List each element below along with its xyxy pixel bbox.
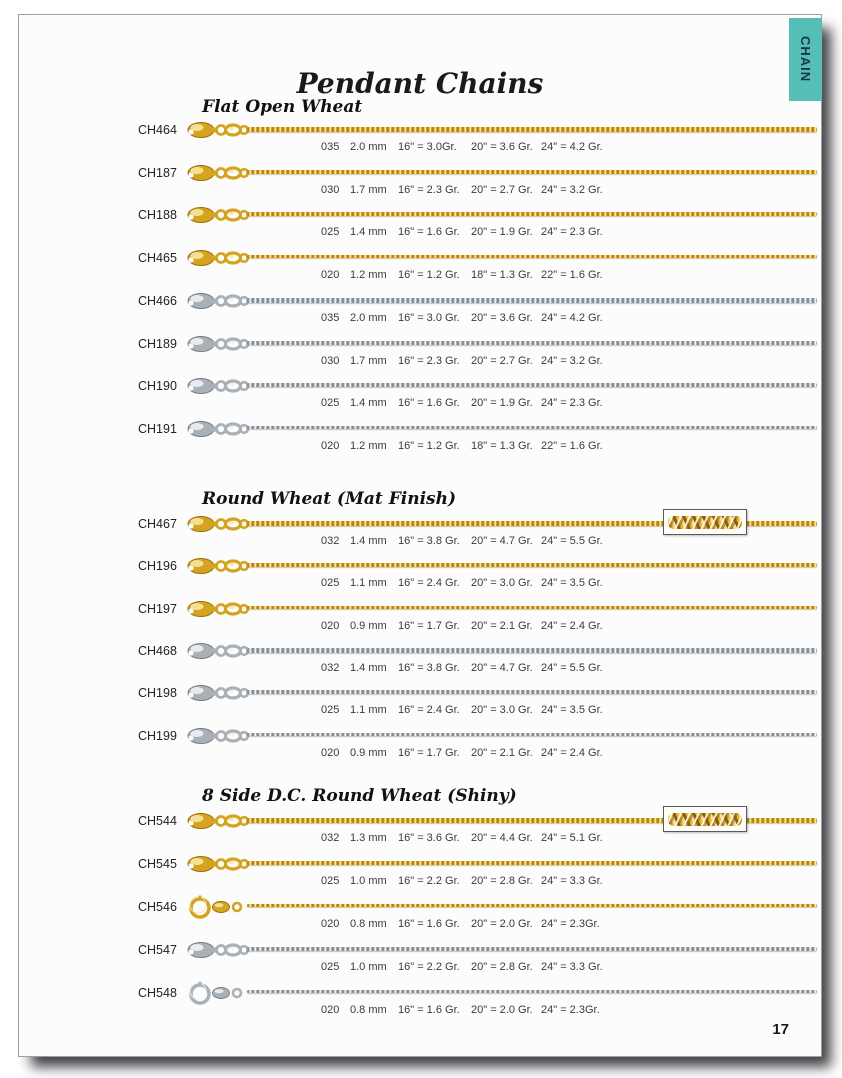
spec-size: 030 (321, 184, 340, 196)
spec-size: 035 (321, 141, 340, 153)
chain-image (247, 563, 817, 567)
chain-code: CH465 (138, 251, 177, 265)
chain-image (247, 212, 817, 216)
spec-diameter: 0.9 mm (350, 620, 387, 632)
chain-row (19, 418, 821, 460)
spec-size: 025 (321, 397, 340, 409)
spec-weight-2: 20" = 2.8 Gr. (471, 875, 533, 887)
spring-ring-clasp-icon (186, 980, 250, 1011)
lobster-clasp-icon (186, 598, 250, 625)
spec-diameter: 1.4 mm (350, 397, 387, 409)
chain-row (19, 247, 821, 289)
chain-row (19, 896, 821, 938)
chain-image (247, 341, 817, 345)
spec-weight-2: 20" = 1.9 Gr. (471, 397, 533, 409)
spec-weight-1: 16" = 2.3 Gr. (398, 355, 460, 367)
spec-weight-3: 24" = 2.4 Gr. (541, 620, 603, 632)
chain-image (247, 947, 817, 951)
spec-size: 032 (321, 535, 340, 547)
spec-weight-1: 16" = 1.2 Gr. (398, 440, 460, 452)
chain-image (247, 298, 817, 303)
spec-weight-3: 24" = 5.5 Gr. (541, 662, 603, 674)
spec-weight-1: 16" = 1.6 Gr. (398, 1004, 460, 1016)
spec-weight-3: 24" = 2.3 Gr. (541, 226, 603, 238)
spec-weight-1: 16" = 3.0 Gr. (398, 312, 460, 324)
lobster-clasp-icon (186, 375, 250, 402)
spec-weight-3: 24" = 3.2 Gr. (541, 184, 603, 196)
spec-weight-2: 20" = 1.9 Gr. (471, 226, 533, 238)
chain-code: CH468 (138, 644, 177, 658)
spec-weight-1: 16" = 1.6 Gr. (398, 397, 460, 409)
lobster-clasp-icon (186, 204, 250, 231)
lobster-clasp-icon (186, 555, 250, 582)
chain-image (247, 990, 817, 993)
section-header: 8 Side D.C. Round Wheat (Shiny) (202, 786, 517, 806)
spec-weight-2: 20" = 2.1 Gr. (471, 747, 533, 759)
chain-code: CH547 (138, 943, 177, 957)
spec-weight-1: 16" = 1.7 Gr. (398, 620, 460, 632)
section-header: Round Wheat (Mat Finish) (202, 489, 457, 509)
spec-weight-1: 16" = 3.0Gr. (398, 141, 457, 153)
chain-image (247, 733, 817, 736)
spec-weight-1: 16" = 3.6 Gr. (398, 832, 460, 844)
spec-weight-1: 16" = 1.6 Gr. (398, 226, 460, 238)
chain-braid-detail (668, 516, 742, 529)
spec-size: 032 (321, 832, 340, 844)
spec-weight-2: 20" = 4.7 Gr. (471, 662, 533, 674)
spec-weight-1: 16" = 2.2 Gr. (398, 875, 460, 887)
spec-weight-3: 24" = 3.3 Gr. (541, 961, 603, 973)
chain-code: CH191 (138, 422, 177, 436)
spec-weight-1: 16" = 2.3 Gr. (398, 184, 460, 196)
spec-size: 035 (321, 312, 340, 324)
chain-row (19, 939, 821, 981)
chain-code: CH188 (138, 208, 177, 222)
chain-code: CH197 (138, 602, 177, 616)
spec-diameter: 1.0 mm (350, 961, 387, 973)
section-header: Flat Open Wheat (202, 97, 363, 117)
spec-weight-2: 20" = 4.7 Gr. (471, 535, 533, 547)
chain-row (19, 725, 821, 767)
spec-weight-3: 24" = 4.2 Gr. (541, 312, 603, 324)
spec-weight-1: 16" = 1.2 Gr. (398, 269, 460, 281)
chain-row (19, 290, 821, 332)
spec-weight-2: 20" = 2.1 Gr. (471, 620, 533, 632)
spec-weight-2: 20" = 2.0 Gr. (471, 918, 533, 930)
spec-diameter: 0.8 mm (350, 1004, 387, 1016)
chain-braid-detail (668, 813, 742, 826)
spec-weight-1: 16" = 2.2 Gr. (398, 961, 460, 973)
spec-size: 020 (321, 440, 340, 452)
spec-weight-1: 16" = 2.4 Gr. (398, 577, 460, 589)
spec-size: 030 (321, 355, 340, 367)
chain-row (19, 513, 821, 555)
lobster-clasp-icon (186, 682, 250, 709)
spec-weight-3: 24" = 3.2 Gr. (541, 355, 603, 367)
spec-size: 020 (321, 269, 340, 281)
chain-code: CH466 (138, 294, 177, 308)
spec-size: 032 (321, 662, 340, 674)
chain-row (19, 555, 821, 597)
chain-magnifier-box (663, 509, 747, 535)
spec-weight-1: 16" = 1.7 Gr. (398, 747, 460, 759)
spec-weight-1: 16" = 1.6 Gr. (398, 918, 460, 930)
chain-code: CH187 (138, 166, 177, 180)
chain-image (247, 426, 817, 429)
spec-weight-3: 24" = 5.1 Gr. (541, 832, 603, 844)
catalog-page (18, 14, 822, 1057)
spec-diameter: 1.0 mm (350, 875, 387, 887)
chain-code: CH198 (138, 686, 177, 700)
spec-diameter: 1.4 mm (350, 226, 387, 238)
lobster-clasp-icon (186, 725, 250, 752)
spec-size: 025 (321, 704, 340, 716)
spec-diameter: 1.4 mm (350, 662, 387, 674)
chain-row (19, 810, 821, 852)
spec-weight-2: 20" = 2.7 Gr. (471, 355, 533, 367)
spec-weight-3: 22" = 1.6 Gr. (541, 440, 603, 452)
spec-weight-2: 20" = 2.7 Gr. (471, 184, 533, 196)
chain-code: CH467 (138, 517, 177, 531)
lobster-clasp-icon (186, 939, 250, 966)
chain-row (19, 204, 821, 246)
spec-size: 025 (321, 961, 340, 973)
chain-magnifier-box (663, 806, 747, 832)
chain-code: CH196 (138, 559, 177, 573)
spec-weight-2: 20" = 3.0 Gr. (471, 704, 533, 716)
spec-weight-2: 18" = 1.3 Gr. (471, 269, 533, 281)
spec-size: 025 (321, 226, 340, 238)
spec-size: 020 (321, 918, 340, 930)
chain-image (247, 648, 817, 653)
spec-diameter: 1.4 mm (350, 535, 387, 547)
spec-weight-2: 18" = 1.3 Gr. (471, 440, 533, 452)
spec-diameter: 1.1 mm (350, 577, 387, 589)
chain-image (247, 861, 817, 865)
spec-weight-3: 24" = 2.4 Gr. (541, 747, 603, 759)
lobster-clasp-icon (186, 810, 250, 837)
spec-weight-1: 16" = 3.8 Gr. (398, 535, 460, 547)
chain-row (19, 982, 821, 1024)
chain-code: CH544 (138, 814, 177, 828)
spec-size: 020 (321, 1004, 340, 1016)
spec-weight-3: 24" = 2.3Gr. (541, 1004, 600, 1016)
chain-code: CH199 (138, 729, 177, 743)
spring-ring-clasp-icon (186, 894, 250, 925)
lobster-clasp-icon (186, 162, 250, 189)
spec-size: 020 (321, 620, 340, 632)
chain-image (247, 170, 817, 174)
chain-code: CH548 (138, 986, 177, 1000)
chain-code: CH546 (138, 900, 177, 914)
spec-diameter: 1.2 mm (350, 440, 387, 452)
lobster-clasp-icon (186, 290, 250, 317)
page-number: 17 (772, 1021, 789, 1038)
spec-weight-3: 22" = 1.6 Gr. (541, 269, 603, 281)
chain-code: CH545 (138, 857, 177, 871)
spec-size: 025 (321, 875, 340, 887)
chain-row (19, 119, 821, 161)
chain-row (19, 162, 821, 204)
lobster-clasp-icon (186, 640, 250, 667)
lobster-clasp-icon (186, 418, 250, 445)
spec-diameter: 2.0 mm (350, 141, 387, 153)
spec-diameter: 0.9 mm (350, 747, 387, 759)
chain-code: CH190 (138, 379, 177, 393)
chain-image (247, 383, 817, 387)
chain-image (247, 255, 817, 258)
spec-weight-3: 24" = 3.5 Gr. (541, 704, 603, 716)
chain-image (247, 690, 817, 694)
spec-weight-2: 20" = 2.8 Gr. (471, 961, 533, 973)
chain-image (247, 606, 817, 609)
chain-image (247, 127, 817, 132)
spec-weight-3: 24" = 3.5 Gr. (541, 577, 603, 589)
spec-weight-1: 16" = 2.4 Gr. (398, 704, 460, 716)
spec-diameter: 0.8 mm (350, 918, 387, 930)
spec-diameter: 1.1 mm (350, 704, 387, 716)
spec-size: 025 (321, 577, 340, 589)
spec-weight-3: 24" = 3.3 Gr. (541, 875, 603, 887)
lobster-clasp-icon (186, 247, 250, 274)
chain-row (19, 640, 821, 682)
chain-row (19, 375, 821, 417)
lobster-clasp-icon (186, 513, 250, 540)
spec-weight-3: 24" = 5.5 Gr. (541, 535, 603, 547)
chain-row (19, 853, 821, 895)
chain-row (19, 682, 821, 724)
spec-size: 020 (321, 747, 340, 759)
spec-weight-3: 24" = 4.2 Gr. (541, 141, 603, 153)
chain-row (19, 598, 821, 640)
chain-row (19, 333, 821, 375)
spec-diameter: 1.7 mm (350, 355, 387, 367)
page-title: Pendant Chains (296, 67, 544, 100)
spec-diameter: 1.3 mm (350, 832, 387, 844)
lobster-clasp-icon (186, 853, 250, 880)
spec-weight-3: 24" = 2.3 Gr. (541, 397, 603, 409)
lobster-clasp-icon (186, 333, 250, 360)
chain-code: CH189 (138, 337, 177, 351)
lobster-clasp-icon (186, 119, 250, 146)
spec-weight-2: 20" = 4.4 Gr. (471, 832, 533, 844)
spec-weight-2: 20" = 3.6 Gr. (471, 312, 533, 324)
chain-image (247, 904, 817, 907)
spec-weight-3: 24" = 2.3Gr. (541, 918, 600, 930)
chain-code: CH464 (138, 123, 177, 137)
spec-weight-2: 20" = 3.6 Gr. (471, 141, 533, 153)
spec-weight-2: 20" = 2.0 Gr. (471, 1004, 533, 1016)
spec-diameter: 2.0 mm (350, 312, 387, 324)
spec-diameter: 1.7 mm (350, 184, 387, 196)
chain-tab-label: CHAIN (798, 36, 813, 83)
spec-diameter: 1.2 mm (350, 269, 387, 281)
spec-weight-2: 20" = 3.0 Gr. (471, 577, 533, 589)
spec-weight-1: 16" = 3.8 Gr. (398, 662, 460, 674)
